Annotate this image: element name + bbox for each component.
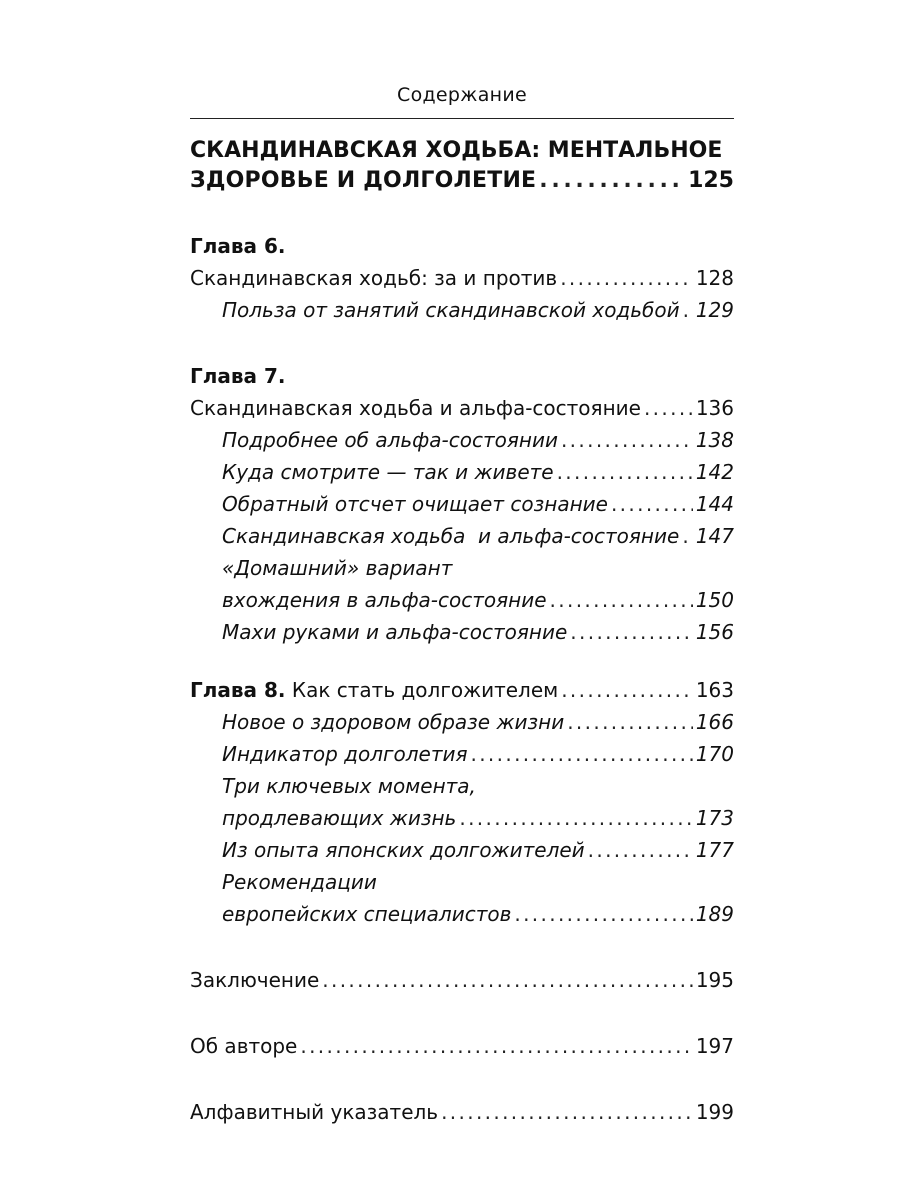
chapter-8-page: 163 [695, 678, 734, 702]
subentry-title: европейских специалистов [222, 902, 512, 926]
chapter-7-page: 136 [695, 396, 734, 420]
subentry-page: 129 [695, 298, 734, 322]
chapter-7-label: Глава 7. [190, 364, 286, 388]
toc-entry-index[interactable] [190, 1096, 734, 1128]
subentry-title-line1: Три ключевых момента, [222, 774, 476, 798]
dot-leader [557, 456, 693, 488]
dot-leader [588, 834, 693, 866]
dot-leader [567, 706, 693, 738]
subentry-title: Индикатор долголетия [222, 742, 468, 766]
subentry-title: Куда смотрите — так и живете [222, 460, 554, 484]
subentry-page: 177 [695, 838, 734, 862]
entry-page: 197 [695, 1034, 734, 1058]
part-heading[interactable] [190, 136, 734, 196]
dot-leader [459, 802, 692, 834]
chapter-6-entry[interactable] [190, 262, 734, 294]
subentry-page: 156 [695, 620, 734, 644]
chapter-6-title: Скандинавская ходьб: за и против [190, 266, 558, 290]
chapter-8-title: Как стать долгожителем [291, 678, 559, 702]
toc-subentry[interactable] [190, 520, 734, 552]
toc-subentry[interactable] [190, 294, 734, 326]
toc-subentry[interactable] [190, 488, 734, 520]
dot-leader [560, 262, 693, 294]
subentry-page: 170 [695, 742, 734, 766]
subentry-title: Новое о здоровом образе жизни [222, 710, 565, 734]
subentry-page: 144 [695, 492, 734, 516]
dot-leader [322, 964, 693, 996]
chapter-8-entry[interactable] [190, 674, 734, 706]
dot-leader [539, 166, 685, 196]
table-of-contents [190, 136, 734, 1128]
entry-title: Алфавитный указатель [190, 1100, 439, 1124]
subentry-page: 142 [695, 460, 734, 484]
subentry-title: Махи руками и альфа-состояние [222, 620, 568, 644]
header-divider [190, 118, 734, 119]
entry-title: Заключение [190, 968, 320, 992]
toc-subentry[interactable] [190, 738, 734, 770]
dot-leader [683, 294, 693, 326]
subentry-title-line1: «Домашний» вариант [222, 556, 453, 580]
part-page-number: 125 [688, 168, 734, 193]
dot-leader [611, 488, 693, 520]
subentry-page: 189 [695, 902, 734, 926]
dot-leader [441, 1096, 693, 1128]
subentry-title-line1: Рекомендации [222, 870, 377, 894]
toc-entry-about-author[interactable] [190, 1030, 734, 1062]
subentry-page: 173 [695, 806, 734, 830]
subentry-title: вхождения в альфа-состояние [222, 588, 547, 612]
subentry-title: Скандинавская ходьба и альфа-состояние [222, 524, 680, 548]
part-title-line1: СКАНДИНАВСКАЯ ХОДЬБА: МЕНТАЛЬНОЕ [190, 138, 723, 163]
dot-leader [471, 738, 693, 770]
toc-subentry[interactable] [190, 616, 734, 648]
subentry-page: 147 [695, 524, 734, 548]
subentry-page: 150 [695, 588, 734, 612]
chapter-8-label: Глава 8. [190, 678, 286, 702]
toc-subentry[interactable] [190, 706, 734, 738]
dot-leader [514, 898, 692, 930]
entry-page: 199 [695, 1100, 734, 1124]
chapter-7-title: Скандинавская ходьба и альфа-состояние [190, 396, 641, 420]
subentry-page: 138 [695, 428, 734, 452]
part-title-line2: ЗДОРОВЬЕ И ДОЛГОЛЕТИЕ [190, 168, 537, 193]
toc-subentry-multiline[interactable] [190, 866, 734, 930]
page-header: Содержание [397, 84, 527, 106]
entry-title: Об авторе [190, 1034, 298, 1058]
dot-leader [644, 392, 693, 424]
dot-leader [561, 424, 693, 456]
subentry-row [190, 584, 734, 616]
toc-subentry[interactable] [190, 424, 734, 456]
toc-subentry-multiline[interactable] [190, 770, 734, 834]
toc-entry-conclusion[interactable] [190, 964, 734, 996]
subentry-row [190, 898, 734, 930]
subentry-title: Подробнее об альфа-состоянии [222, 428, 558, 452]
subentry-title: продлевающих жизнь [222, 806, 457, 830]
dot-leader [570, 616, 693, 648]
dot-leader [682, 520, 692, 552]
subentry-title: Из опыта японских долгожителей [222, 838, 585, 862]
toc-subentry[interactable] [190, 834, 734, 866]
chapter-7-entry[interactable] [190, 392, 734, 424]
subentry-page: 166 [695, 710, 734, 734]
entry-page: 195 [695, 968, 734, 992]
toc-subentry-multiline[interactable] [190, 552, 734, 616]
part-title-line2-row [190, 166, 734, 196]
chapter-6-label: Глава 6. [190, 234, 286, 258]
chapter-6-page: 128 [695, 266, 734, 290]
dot-leader [300, 1030, 692, 1062]
subentry-title: Обратный отсчет очищает сознание [222, 492, 608, 516]
toc-subentry[interactable] [190, 456, 734, 488]
dot-leader [561, 674, 693, 706]
subentry-row [190, 802, 734, 834]
dot-leader [550, 584, 693, 616]
subentry-title: Польза от занятий скандинавской ходьбой [222, 298, 680, 322]
